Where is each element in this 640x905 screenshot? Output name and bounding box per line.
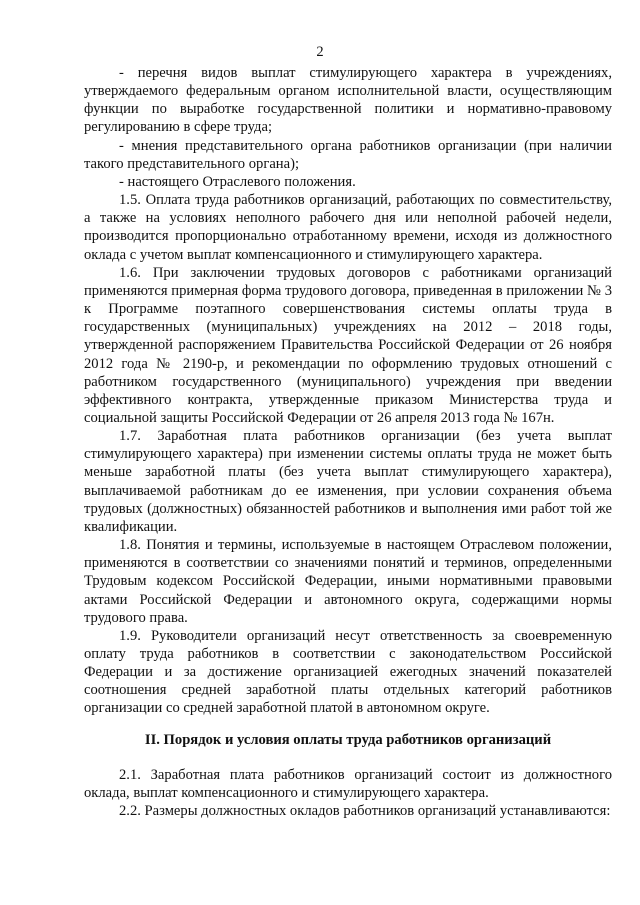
paragraph-1-9: 1.9. Руководители организаций несут ответственность за своевременную оплату труда работников в соответствии с законодательством Российской Федерации и за достижение организацией ежегодных значений показателей соотношения средней заработной платы отдельных категорий работников организации со средней заработной платой в автономном округе. — [84, 627, 612, 717]
body-text-top — [84, 64, 612, 718]
paragraph-list-item: - настоящего Отраслевого положения. — [119, 173, 356, 190]
section-heading: II. Порядок и условия оплаты труда работников организаций — [144, 732, 552, 748]
page-number: 2 — [316, 44, 324, 60]
body-text-bottom — [84, 766, 612, 820]
paragraph-1-7: 1.7. Заработная плата работников организации (без учета выплат стимулирующего характера) при изменении системы оплаты труда не может быть меньше заработной платы (без учета выплат стимулирующего характера), выплачиваемой работникам до ее изменения, при условии сохранения объема трудовых (должностных) обязанностей работников и выполнения ими работ той же квалификации. — [84, 428, 612, 535]
paragraph-list-item: - перечня видов выплат стимулирующего характера в учреждениях, утверждаемого федеральным органом исполнительной власти, осуществляющим функции по выработке государственной политики и нормативно-правовому регулированию в сфере труда; — [84, 65, 612, 136]
paragraph-1-5: 1.5. Оплата труда работников организаций, работающих по совместительству, а также на условиях неполного рабочего дня или неполной рабочей недели, производится пропорционально отработанному времени, исходя из должностного оклада с учетом выплат компенсационного и стимулирующего характера. — [84, 192, 612, 263]
paragraph-list-item: - мнения представительного органа работников организации (при наличии такого представительного органа); — [84, 137, 612, 172]
paragraph-2-2: 2.2. Размеры должностных окладов работников организаций устанавливаются: — [119, 803, 611, 820]
paragraph-1-6: 1.6. При заключении трудовых договоров с работниками организаций применяются примерная форма трудового договора, приведенная в приложении № 3 к Программе поэтапного совершенствования системы оплаты труда в государственных (муниципальных) учреждениях на 2012 – 2018 годы, утвержденной распоряжением Правительства Российской Федерации от 26 ноября 2012 года № 2190-р, и рекомендации по оформлению трудовых отношений с работником государственного (муниципального) учреждения при введении эффективного контракта, утвержденные приказом Министерства труда и социальной защиты Российской Федерации от 26 апреля 2013 года № 167н. — [84, 264, 612, 426]
paragraph-1-8: 1.8. Понятия и термины, используемые в настоящем Отраслевом положении, применяются в соответствии со значениями понятий и терминов, определенными Трудовым кодексом Российской Федерации, иными нормативными правовыми актами Российской Федерации и автономного округа, содержащими нормы трудового права. — [84, 537, 612, 626]
paragraph-2-1: 2.1. Заработная плата работников организаций состоит из должностного оклада, выплат компенсационного и стимулирующего характера. — [84, 767, 612, 802]
